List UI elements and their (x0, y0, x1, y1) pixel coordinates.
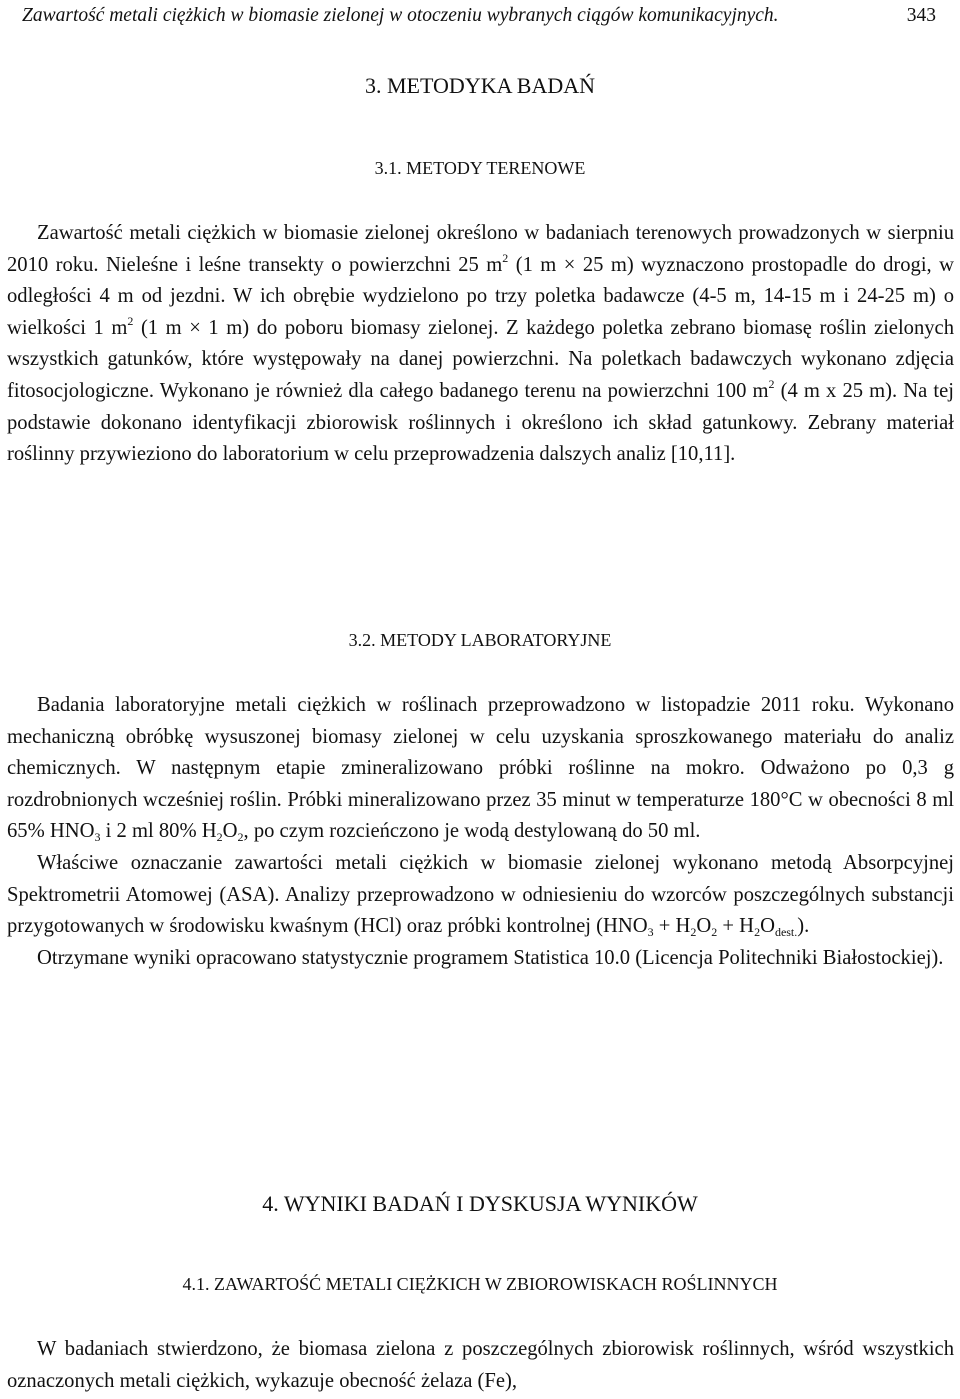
paragraph-text: Otrzymane wyniki opracowano statystycznie programem Statistica 10.0 (Licencja Politechniki Białostockiej). (37, 946, 944, 969)
paragraph-text: Badania laboratoryjne metali ciężkich w roślinach przeprowadzono w listopadzie 2011 roku. Wykonano mechaniczną obróbkę wysuszonej biomasy zielonej w celu uzyskania sproszkowanego materiału do analiz chemicznych. W następnym etapie zmineralizowano próbki roślinne na mokro. Odważono po 0,3 g rozdrobnionych wcześniej roślin. Próbki mineralizowano przez 35 minut w temperaturze 180°C w obecności 8 ml 65% $HNO_3$ i 2 ml 80% $H_2O_2$, po czym rozcieńczono je wodą destylowaną do 50 ml. (7, 694, 954, 845)
paragraph-text: W badaniach stwierdzono, że biomasa zielona z poszczególnych zbiorowisk roślinnych, wśród wszystkich oznaczonych metali ciężkich, wykazuje obecność żelaza (Fe), (7, 1338, 954, 1392)
page-number: 343 (906, 5, 936, 26)
paragraph-field-methods (7, 218, 954, 471)
section-heading-4: 4. WYNIKI BADAŃ I DYSKUSJA WYNIKÓW (262, 1191, 698, 1216)
subsection-heading-3-1: 3.1. METODY TERENOWE (374, 158, 586, 178)
subsection-heading-3-2: 3.2. METODY LABORATORYJNE (348, 630, 612, 650)
subsection-heading-4-1: 4.1. ZAWARTOŚĆ METALI CIĘŻKICH W ZBIOROWISKACH ROŚLINNYCH (182, 1274, 778, 1294)
paragraph-lab-methods (7, 690, 954, 974)
paragraph-text: Właściwe oznaczanie zawartości metali ciężkich w biomasie zielonej wykonano metodą Absorpcyjnej Spektrometrii Atomowej (ASA). Analizy przeprowadzono w odniesieniu do wzorców poszczególnych substancji przygotowanych w środowisku kwaśnym (HCl) oraz próbki kontrolnej $(HNO_3 + H_2O_2 + H_2O_{dest.})$. (7, 851, 954, 940)
paragraph-results (7, 1334, 954, 1397)
running-title: Zawartość metali ciężkich w biomasie zielonej w otoczeniu wybranych ciągów komunikacyjnych. (22, 5, 779, 26)
section-heading-3: 3. METODYKA BADAŃ (365, 73, 595, 98)
running-header (22, 4, 936, 28)
paragraph-text: Zawartość metali ciężkich w biomasie zielonej określono w badaniach terenowych prowadzonych w sierpniu 2010 roku. Nieleśne i leśne transekty o powierzchni 25 $m^2$ (1 m × 25 m) wyznaczono prostopadle do drogi, w odległości 4 m od jezdni. W ich obrębie wydzielono po trzy poletka badawcze (4-5 m, 14-15 m i 24-25 m) o wielkości 1 $m^2$ (1 m × 1 m) do poboru biomasy zielonej. Z każdego poletka zebrano biomasę roślin zielonych wszystkich gatunków, które występowały na danej powierzchni. Na poletkach badawczych wykonano zdjęcia fitosocjologiczne. Wykonano je również dla całego badanego terenu na powierzchni 100 $m^2$ (4 m x 25 m). Na tej podstawie dokonano identyfikacji zbiorowisk roślinnych i określono ich skład gatunkowy. Zebrany materiał roślinny przywieziono do laboratorium w celu przeprowadzenia dalszych analiz [10,11]. (7, 222, 954, 466)
